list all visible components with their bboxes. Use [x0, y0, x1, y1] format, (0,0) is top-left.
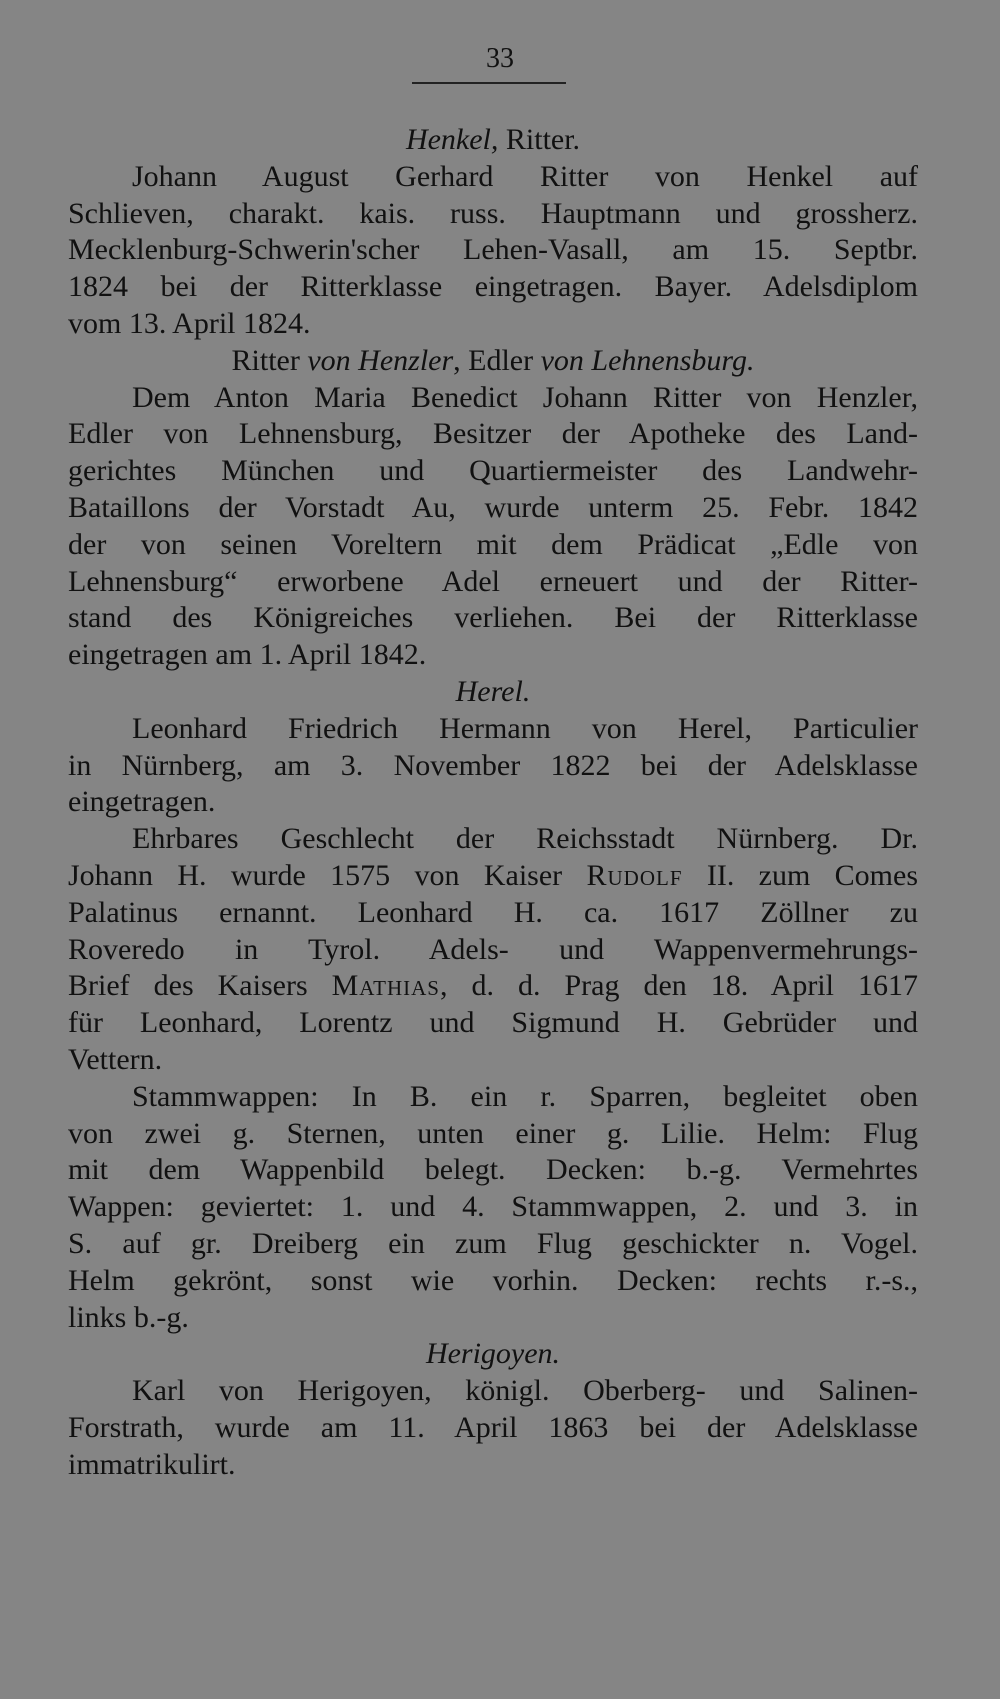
text-line: Dem Anton Maria Benedict Johann Ritter von Henzler,	[132, 380, 918, 414]
small-caps-name: Mathias	[331, 969, 440, 1003]
text-segment: Johann H. wurde 1575 von Kaiser	[68, 858, 587, 892]
text-line: Mecklenburg-Schwerin'scher Lehen-Vasall, am 15. Septbr.	[68, 233, 918, 267]
text-line: Wappen: geviertet: 1. und 4. Stammwappen, 2. und 3. in	[68, 1190, 918, 1224]
text-line: Palatinus ernannt. Leonhard H. ca. 1617 Zöllner zu	[68, 895, 918, 929]
heading-title: Ritter.	[498, 123, 581, 156]
text-line: Forstrath, wurde am 11. April 1863 bei der Adelsklasse	[68, 1410, 918, 1444]
text-line: Vettern.	[68, 1042, 163, 1076]
entry-herel-paragraph-2	[68, 821, 918, 1079]
text-line: stand des Königreiches verliehen. Bei der Ritterklasse	[68, 601, 918, 635]
text-line: eingetragen.	[68, 785, 216, 819]
text-line: mit dem Wappenbild belegt. Decken: b.-g. Vermehrtes	[68, 1153, 918, 1187]
heading-part: , Edler	[453, 343, 541, 377]
text-line: Helm gekrönt, sonst wie vorhin. Decken: rechts r.-s.,	[68, 1263, 918, 1297]
entry-herel-paragraph-1	[68, 711, 918, 821]
text-line: 1824 bei der Ritterklasse eingetragen. Bayer. Adelsdiplom	[68, 270, 918, 304]
entry-henzler-paragraph	[68, 380, 918, 674]
entry-herigoyen-paragraph	[68, 1373, 918, 1483]
text-line: immatrikulirt.	[68, 1447, 236, 1481]
text-line	[68, 858, 918, 895]
text-line: Roveredo in Tyrol. Adels- und Wappenvermehrungs-	[68, 932, 918, 966]
text-line: Lehnensburg“ erworbene Adel erneuert und der Ritter-	[68, 564, 918, 598]
entry-heading-henkel	[68, 122, 918, 159]
text-line: links b.-g.	[68, 1300, 189, 1334]
text-line: Johann August Gerhard Ritter von Henkel auf	[132, 159, 918, 193]
text-line: von zwei g. Sternen, unten einer g. Lilie. Helm: Flug	[68, 1116, 918, 1150]
entry-heading-herel: Herel.	[455, 674, 531, 708]
heading-part: von Henzler	[307, 343, 454, 377]
text-segment: II. zum Comes	[682, 858, 918, 892]
entry-heading-henzler	[68, 343, 918, 380]
page-number: 33	[486, 43, 514, 74]
text-line: Ehrbares Geschlecht der Reichsstadt Nürnberg. Dr.	[132, 822, 918, 856]
text-line: für Leonhard, Lorentz und Sigmund H. Gebrüder und	[68, 1006, 918, 1040]
text-line: Edler von Lehnensburg, Besitzer der Apotheke des Land-	[68, 417, 918, 451]
text-line: Bataillons der Vorstadt Au, wurde unterm 25. Febr. 1842	[68, 490, 918, 524]
text-segment: Brief des Kaisers	[68, 969, 332, 1003]
text-line: eingetragen am 1. April 1842.	[68, 638, 427, 672]
text-line: gerichtes München und Quartiermeister des Landwehr-	[68, 454, 918, 488]
text-line: der von seinen Voreltern mit dem Prädicat „Edle von	[68, 527, 918, 561]
entry-herel-paragraph-3	[68, 1079, 918, 1337]
small-caps-name: Rudolf	[586, 858, 683, 892]
text-line: S. auf gr. Dreiberg ein zum Flug geschickter n. Vogel.	[68, 1226, 918, 1260]
entry-heading-herigoyen: Herigoyen.	[425, 1337, 561, 1371]
text-segment: , d. d. Prag den 18. April 1617	[439, 969, 918, 1003]
heading-part: Ritter	[231, 343, 308, 377]
page-text	[68, 122, 918, 1483]
text-line: Schlieven, charakt. kais. russ. Hauptmann und grossherz.	[68, 196, 918, 230]
text-line: vom 13. April 1824.	[68, 306, 311, 340]
page-number-rule	[412, 82, 566, 84]
heading-part: von Lehnensburg.	[540, 343, 755, 377]
entry-henkel-paragraph	[68, 159, 918, 343]
text-line	[68, 968, 918, 1005]
text-line: Karl von Herigoyen, königl. Oberberg- und Salinen-	[132, 1374, 918, 1408]
text-line: Leonhard Friedrich Hermann von Herel, Particulier	[132, 711, 918, 745]
text-line: in Nürnberg, am 3. November 1822 bei der Adelsklasse	[68, 748, 918, 782]
heading-name: Henkel,	[405, 123, 499, 156]
text-line: Stammwappen: In B. ein r. Sparren, begleitet oben	[132, 1079, 918, 1113]
